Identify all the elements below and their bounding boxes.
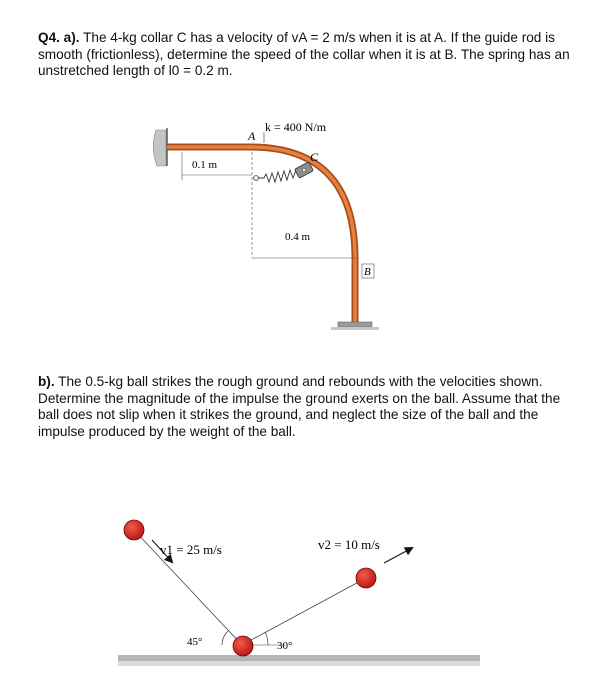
guide-rod-highlight xyxy=(167,147,355,322)
angle-arc-30 xyxy=(265,632,268,645)
figure-b xyxy=(118,520,480,666)
angle-arc-45 xyxy=(222,631,228,645)
spring-coil xyxy=(258,170,299,182)
ground-plate xyxy=(331,327,379,330)
part-a-text: The 4-kg collar C has a velocity of vA = 2 m/s when it is at A. If the guide rod is smooth (frictionless), determine the speed of the collar when it is at B. The spring has an unstretched length of l0 = 0.2 m. xyxy=(38,30,570,78)
point-c-label: C xyxy=(310,150,319,164)
point-b-label: B xyxy=(364,266,371,278)
ball-incoming xyxy=(124,520,144,540)
dim-0.1-label: 0.1 m xyxy=(192,159,218,171)
spring-constant-label: k = 400 N/m xyxy=(265,120,327,134)
v2-arrow xyxy=(384,548,412,563)
spring-anchor xyxy=(254,176,259,181)
v1-label: v1 = 25 m/s xyxy=(160,542,222,557)
ground xyxy=(118,655,480,661)
v2-label: v2 = 10 m/s xyxy=(318,537,380,552)
part-b-label: b). xyxy=(38,374,55,389)
rod-base xyxy=(338,322,372,327)
point-a-label: A xyxy=(248,129,256,143)
ball-impact xyxy=(233,636,253,656)
dim-0.4-label: 0.4 m xyxy=(285,231,311,243)
figure-a xyxy=(153,120,379,330)
part-a-label: Q4. a). xyxy=(38,30,80,45)
outgoing-path xyxy=(242,578,366,645)
ball-outgoing xyxy=(356,568,376,588)
angle-30-label: 30° xyxy=(277,640,293,652)
part-b-text: The 0.5-kg ball strikes the rough ground and rebounds with the velocities shown. Determine the magnitude of the impulse the ground exerts on the ball. Assume that the ball does not slip when it strikes the ground, and neglect the size of the ball and the impulse produced by the weight of the ball. xyxy=(38,374,561,439)
wall-support xyxy=(153,130,166,166)
angle-45-label: 45° xyxy=(187,636,203,648)
ground-shadow xyxy=(118,661,480,666)
